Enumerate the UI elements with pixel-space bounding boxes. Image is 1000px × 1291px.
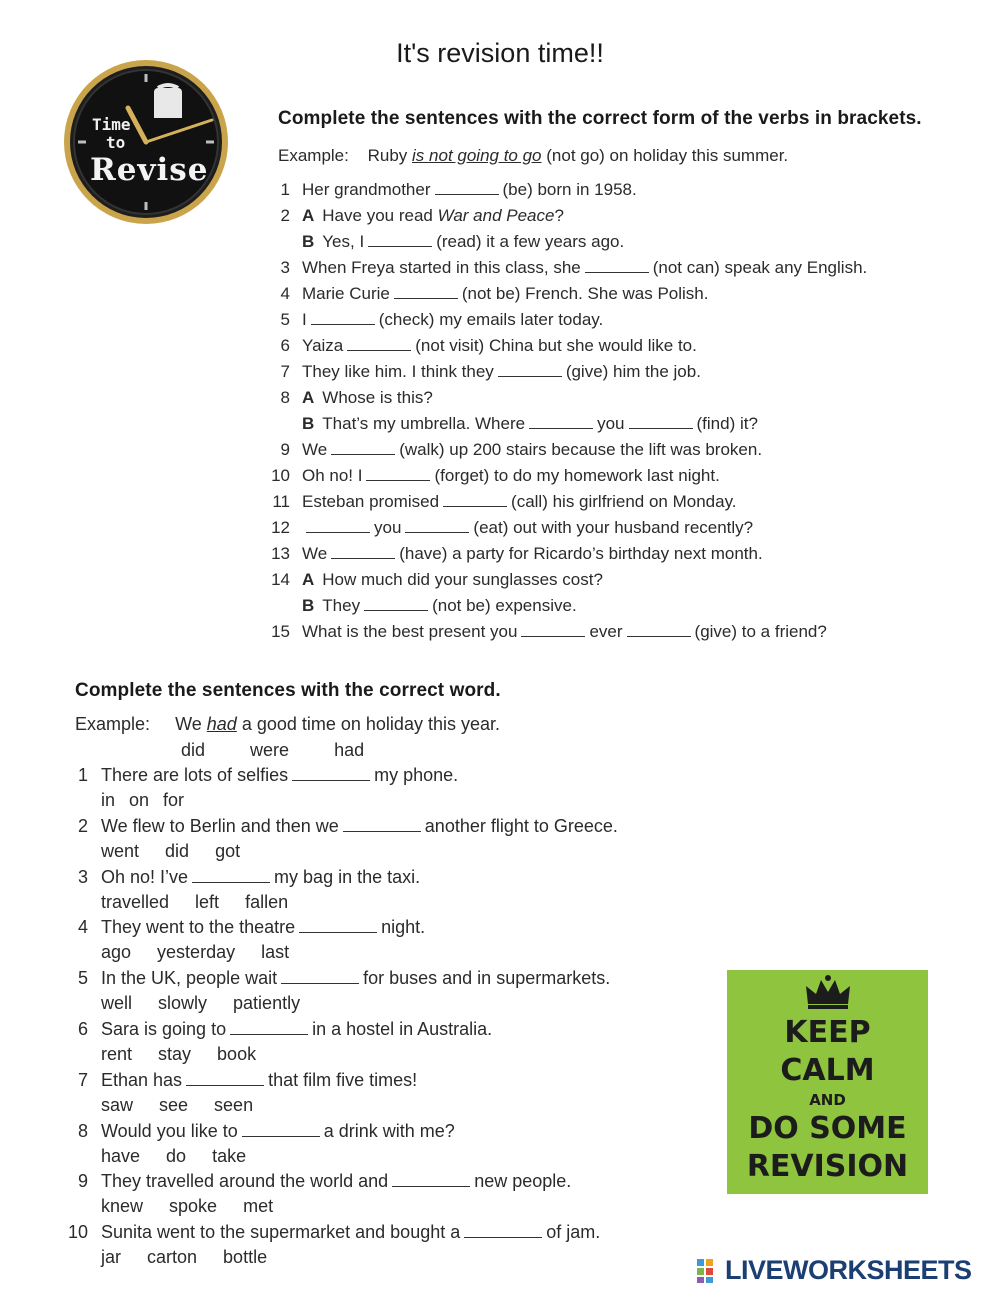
word-option[interactable]: in (101, 790, 116, 810)
item-text: (walk) up 200 stairs because the lift was broken. (399, 440, 763, 459)
item-number: 1 (280, 180, 290, 199)
speaker-label: B (302, 232, 315, 251)
item-number: 3 (77, 866, 88, 887)
item-number: 9 (280, 440, 290, 459)
item-text: (forget) to do my homework last night. (434, 466, 720, 485)
item-number: 2 (280, 206, 290, 225)
word-option[interactable]: knew (101, 1196, 144, 1217)
item-text: There are lots of selfies (101, 765, 289, 785)
logo-line3: Revise (90, 152, 209, 188)
item-text: (not can) speak any English. (652, 258, 868, 277)
section2-example: Example: We had a good time on holiday this year. (75, 714, 500, 734)
word-option[interactable]: rent (101, 1044, 133, 1064)
word-options (101, 841, 266, 862)
word-option[interactable]: left (195, 891, 220, 912)
word-option[interactable]: last (261, 942, 290, 963)
item-text: you (374, 518, 402, 537)
item-text: Sunita went to the supermarket and bought a (101, 1222, 461, 1243)
item-text: Ethan has (101, 1069, 183, 1090)
word-options (101, 942, 315, 963)
answer-blank[interactable] (435, 180, 499, 195)
answer-blank[interactable] (192, 868, 270, 883)
item-text: I (302, 310, 307, 329)
answer-blank[interactable] (366, 466, 430, 481)
word-option[interactable]: travelled (101, 891, 170, 912)
item-text: (have) a party for Ricardo’s birthday next month. (399, 544, 763, 563)
item-text: (not be) expensive. (432, 596, 577, 615)
word-option[interactable]: take (212, 1145, 247, 1166)
word-option[interactable]: on (129, 790, 150, 810)
answer-blank[interactable] (521, 622, 585, 637)
word-option[interactable]: fallen (245, 891, 289, 912)
word-options (101, 1247, 293, 1268)
clock-icon (62, 58, 230, 226)
speaker-label: A (302, 206, 315, 225)
item-text: They (322, 596, 361, 615)
answer-blank[interactable] (394, 284, 458, 299)
item-text: in a hostel in Australia. (312, 1019, 493, 1039)
word-option[interactable]: stay (158, 1044, 192, 1064)
answer-blank[interactable] (186, 1071, 264, 1086)
item-number: 10 (67, 1222, 88, 1243)
item-text: ever (589, 622, 623, 641)
item-text: (give) him the job. (565, 362, 701, 381)
item-text: Sara is going to (101, 1019, 227, 1039)
answer-blank[interactable] (498, 362, 562, 377)
item-number: 6 (280, 336, 290, 355)
word-option[interactable]: patiently (233, 993, 301, 1014)
item-text: We (302, 544, 328, 563)
answer-blank[interactable] (292, 766, 370, 781)
item-text: (be) born in 1958. (502, 180, 637, 199)
item-text: They went to the theatre (101, 917, 296, 938)
poster-line4: DO SOME (748, 1111, 907, 1146)
item-text: a drink with me? (323, 1120, 455, 1141)
item-number: 15 (271, 622, 290, 641)
word-option[interactable]: ago (101, 942, 132, 963)
item-text: ? (554, 206, 564, 225)
item-number: 11 (272, 492, 290, 511)
word-option[interactable]: jar (101, 1247, 122, 1268)
item-text: In the UK, people wait (101, 968, 278, 989)
item-text: When Freya started in this class, she (302, 258, 581, 277)
item-text: Yes, I (322, 232, 365, 251)
item-text: (not be) French. She was Polish. (461, 284, 709, 303)
word-option[interactable]: slowly (158, 993, 208, 1014)
word-options (101, 1196, 299, 1217)
item-number: 13 (271, 544, 290, 563)
word-option[interactable]: met (243, 1196, 274, 1217)
word-option[interactable]: went (101, 840, 140, 861)
answer-blank[interactable] (443, 492, 507, 507)
item-number: 2 (77, 815, 88, 836)
answer-blank[interactable] (311, 310, 375, 325)
answer-blank[interactable] (299, 918, 377, 933)
item-text: Her grandmother (302, 180, 431, 199)
speaker-label: B (302, 596, 315, 615)
answer-blank[interactable] (230, 1020, 308, 1035)
keep-calm-poster (727, 970, 928, 1194)
poster-line2: CALM (780, 1053, 875, 1088)
word-options (101, 1146, 272, 1167)
item-number: 10 (271, 466, 290, 485)
word-option[interactable]: bottle (223, 1247, 268, 1268)
item-text: my bag in the taxi. (274, 866, 421, 887)
item-text: Oh no! I’ve (101, 866, 189, 887)
answer-blank[interactable] (629, 414, 693, 429)
word-option[interactable]: see (159, 1094, 189, 1115)
item-text: Marie Curie (302, 284, 390, 303)
poster-line5: REVISION (746, 1149, 909, 1184)
answer-blank[interactable] (627, 622, 691, 637)
item-text: night. (381, 917, 426, 938)
item-number: 12 (271, 518, 290, 537)
item-number: 8 (77, 1120, 88, 1141)
poster-line3: AND (809, 1091, 846, 1109)
answer-blank[interactable] (306, 518, 370, 533)
item-text: (find) it? (696, 414, 758, 433)
item-text: Yaiza (302, 336, 344, 355)
item-text: new people. (474, 1171, 572, 1192)
item-text: Would you like to (101, 1120, 238, 1141)
answer-blank[interactable] (405, 518, 469, 533)
item-number: 4 (280, 284, 290, 303)
item-text: We (302, 440, 328, 459)
word-option[interactable]: saw (101, 1094, 134, 1115)
answer-blank[interactable] (343, 817, 421, 832)
answer-blank[interactable] (364, 596, 428, 611)
item-number: 5 (77, 968, 88, 989)
word-option[interactable]: did (165, 840, 190, 861)
item-text: We flew to Berlin and then we (101, 815, 339, 836)
item-text: Esteban promised (302, 492, 440, 511)
answer-blank[interactable] (464, 1223, 542, 1238)
item-number: 1 (77, 765, 88, 785)
answer-blank[interactable] (331, 544, 395, 559)
page-title: It's revision time!! (396, 38, 604, 68)
answer-blank[interactable] (392, 1172, 470, 1187)
word-option[interactable]: have (101, 1145, 141, 1166)
word-options (101, 892, 314, 913)
example-answer: is not going to go (412, 146, 542, 165)
item-number: 7 (77, 1069, 88, 1090)
item-number: 4 (77, 917, 88, 938)
item-text: of jam. (546, 1222, 601, 1243)
item-number: 8 (280, 388, 290, 407)
word-option[interactable]: book (217, 1044, 257, 1064)
answer-blank[interactable] (281, 969, 359, 984)
item-text: (give) to a friend? (694, 622, 827, 641)
item-text: Whose is this? (322, 388, 433, 407)
item-number: 7 (280, 362, 290, 381)
item-number: 3 (280, 258, 290, 277)
answer-blank[interactable] (529, 414, 593, 429)
crown-icon (803, 974, 853, 1010)
word-option[interactable]: do (166, 1145, 187, 1166)
speaker-label: B (302, 414, 315, 433)
word-option[interactable]: well (101, 993, 133, 1014)
section1-example: Example: Ruby is not going to go (not go) on holiday this summer. (278, 146, 789, 165)
item-number: 6 (77, 1019, 88, 1039)
item-text: that film five times! (268, 1069, 418, 1090)
item-text: How much did your sunglasses cost? (322, 570, 603, 589)
answer-blank[interactable] (331, 440, 395, 455)
word-options (101, 1044, 282, 1065)
item-text: Oh no! I (302, 466, 363, 485)
item-number: 14 (271, 570, 290, 589)
speaker-label: A (302, 570, 315, 589)
item-text: What is the best present you (302, 622, 518, 641)
word-options (101, 1095, 279, 1116)
logo-line1: Time (92, 115, 131, 134)
section2-heading: Complete the sentences with the correct word. (75, 680, 501, 701)
word-option[interactable]: got (215, 840, 241, 861)
word-option[interactable]: for (163, 790, 185, 810)
word-options (101, 790, 198, 811)
item-text: They travelled around the world and (101, 1171, 389, 1192)
item-text: (eat) out with your husband recently? (473, 518, 754, 537)
item-text: my phone. (374, 765, 459, 785)
item-number: 5 (280, 310, 290, 329)
item-text: (read) it a few years ago. (436, 232, 625, 251)
answer-blank[interactable] (368, 232, 432, 247)
item-text: (check) my emails later today. (378, 310, 604, 329)
liveworksheets-logo-icon (697, 1259, 723, 1288)
item-text: you (597, 414, 625, 433)
word-options (101, 993, 326, 1014)
item-text: That’s my umbrella. Where (322, 414, 526, 433)
section1-heading: Complete the sentences with the correct form of the verbs in brackets. (278, 108, 922, 129)
italic-title: War and Peace (437, 206, 555, 225)
item-text: Have you read (322, 206, 433, 225)
example-answer: had (206, 714, 237, 734)
answer-blank[interactable] (347, 336, 411, 351)
section2-example-options: did were had (181, 740, 365, 760)
item-text: (call) his girlfriend on Monday. (511, 492, 737, 511)
word-option[interactable]: yesterday (157, 942, 236, 963)
item-number: 9 (77, 1171, 88, 1192)
brand-text: LIVEWORKSHEETS (725, 1255, 972, 1285)
logo-line2: to (106, 133, 126, 152)
word-option[interactable]: carton (147, 1247, 198, 1268)
time-to-revise-logo (62, 58, 230, 226)
item-text: They like him. I think they (302, 362, 494, 381)
word-option[interactable]: seen (214, 1094, 254, 1115)
item-text: for buses and in supermarkets. (363, 968, 611, 989)
poster-line1: KEEP (784, 1015, 871, 1050)
answer-blank[interactable] (585, 258, 649, 273)
word-option[interactable]: spoke (169, 1196, 218, 1217)
item-text: (not visit) China but she would like to. (415, 336, 697, 355)
answer-blank[interactable] (242, 1122, 320, 1137)
item-text: another flight to Greece. (424, 815, 618, 836)
speaker-label: A (302, 388, 315, 407)
